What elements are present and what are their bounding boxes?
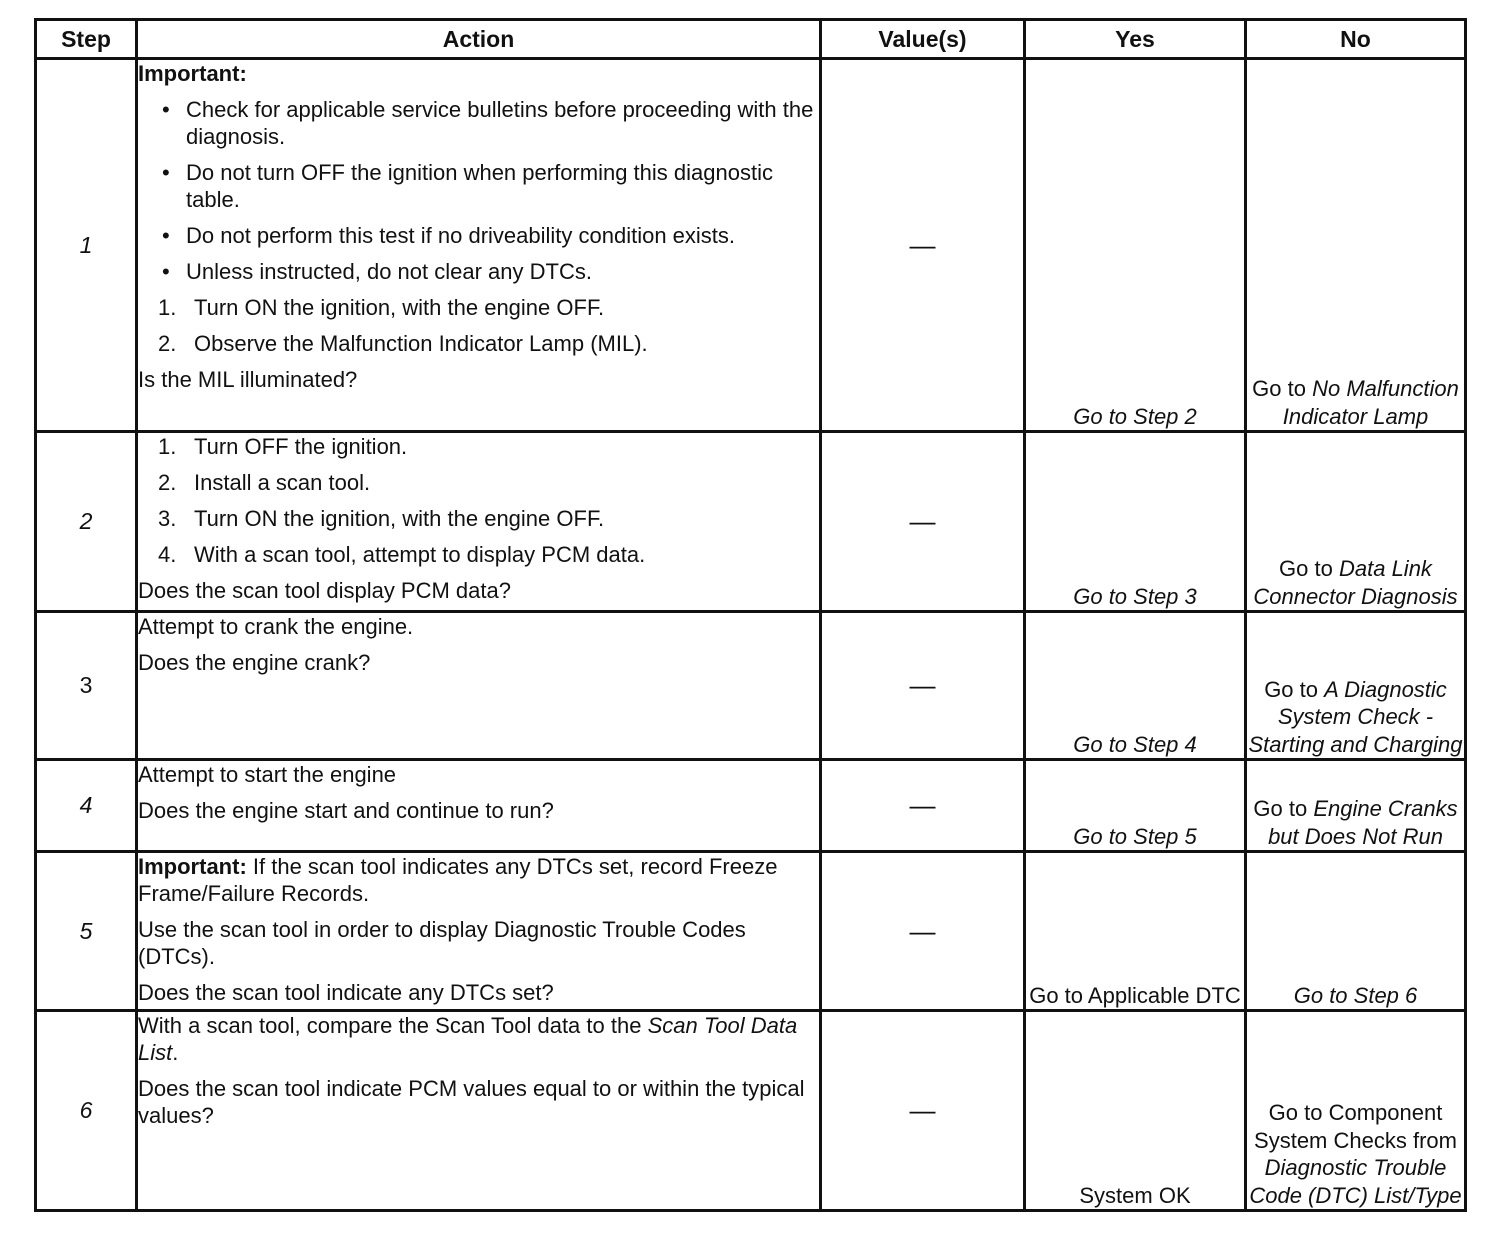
question: Does the scan tool indicate PCM values equal to or within the typical values?: [138, 1076, 805, 1128]
action-cell: [137, 852, 821, 1011]
action-cell: [137, 59, 821, 432]
step-number: 1: [36, 59, 137, 432]
numbered-step: 1. Turn ON the ignition, with the engine OFF.: [158, 295, 605, 320]
action-cell: [137, 760, 821, 852]
table-row: [36, 760, 1466, 852]
header-no: No: [1246, 20, 1466, 59]
header-values: Value(s): [821, 20, 1025, 59]
yes-cell: System OK: [1025, 1011, 1246, 1211]
step-number: 4: [36, 760, 137, 852]
table-row: [36, 432, 1466, 612]
table-row: [36, 612, 1466, 760]
no-cell: Go to Step 6: [1246, 852, 1466, 1011]
yes-cell: Go to Step 4: [1025, 612, 1246, 760]
action-cell: [137, 432, 821, 612]
no-cell: Go to Component System Checks from Diagnostic Trouble Code (DTC) List/Type: [1246, 1011, 1466, 1211]
important-note: Important: If the scan tool indicates any DTCs set, record Freeze Frame/Failure Records.: [138, 854, 778, 906]
question: Does the engine crank?: [138, 650, 371, 675]
no-cell: Go to Data Link Connector Diagnosis: [1246, 432, 1466, 612]
action-line: Attempt to crank the engine.: [138, 614, 414, 639]
step-number: 6: [36, 1011, 137, 1211]
no-cell: Go to A Diagnostic System Check - Starting and Charging: [1246, 612, 1466, 760]
value-cell: —: [821, 760, 1025, 852]
action-cell: [137, 612, 821, 760]
value-cell: —: [821, 852, 1025, 1011]
yes-cell: Go to Step 3: [1025, 432, 1246, 612]
header-step: Step: [36, 20, 137, 59]
yes-cell: Go to Step 5: [1025, 760, 1246, 852]
header-action: Action: [137, 20, 821, 59]
table-header-row: [36, 20, 1466, 59]
question: Does the engine start and continue to run?: [138, 798, 554, 823]
step-number: 5: [36, 852, 137, 1011]
important-label: Important:: [138, 61, 247, 86]
question: Does the scan tool display PCM data?: [138, 578, 511, 603]
numbered-step: 1. Turn OFF the ignition.: [158, 434, 408, 459]
bullet-item: • Check for applicable service bulletins before proceeding with the diagnosis.: [138, 96, 819, 150]
bullet-item: • Unless instructed, do not clear any DTCs.: [138, 258, 819, 285]
bullet-item: • Do not turn OFF the ignition when performing this diagnostic table.: [138, 159, 819, 213]
numbered-step: 3. Turn ON the ignition, with the engine OFF.: [158, 506, 605, 531]
action-line: Use the scan tool in order to display Diagnostic Trouble Codes (DTCs).: [138, 917, 746, 969]
step-number: 2: [36, 432, 137, 612]
numbered-step: 2. Install a scan tool.: [158, 470, 371, 495]
numbered-step: 2. Observe the Malfunction Indicator Lamp (MIL).: [158, 331, 648, 356]
value-cell: —: [821, 612, 1025, 760]
question: Is the MIL illuminated?: [138, 367, 358, 392]
value-cell: —: [821, 59, 1025, 432]
question: Does the scan tool indicate any DTCs set?: [138, 980, 554, 1005]
action-cell: [137, 1011, 821, 1211]
step-number: 3: [36, 612, 137, 760]
yes-cell: Go to Step 2: [1025, 59, 1246, 432]
value-cell: —: [821, 1011, 1025, 1211]
numbered-step: 4. With a scan tool, attempt to display PCM data.: [158, 542, 646, 567]
table-row: [36, 59, 1466, 432]
action-line: With a scan tool, compare the Scan Tool data to the Scan Tool Data List.: [138, 1013, 798, 1065]
value-cell: —: [821, 432, 1025, 612]
header-yes: Yes: [1025, 20, 1246, 59]
no-cell: Go to Engine Cranks but Does Not Run: [1246, 760, 1466, 852]
bullet-item: • Do not perform this test if no driveability condition exists.: [138, 222, 819, 249]
action-line: Attempt to start the engine: [138, 762, 397, 787]
diagnostic-table: [34, 18, 1467, 1212]
no-cell: Go to No Malfunction Indicator Lamp: [1246, 59, 1466, 432]
table-row: [36, 852, 1466, 1011]
table-row: [36, 1011, 1466, 1211]
yes-cell: Go to Applicable DTC: [1025, 852, 1246, 1011]
